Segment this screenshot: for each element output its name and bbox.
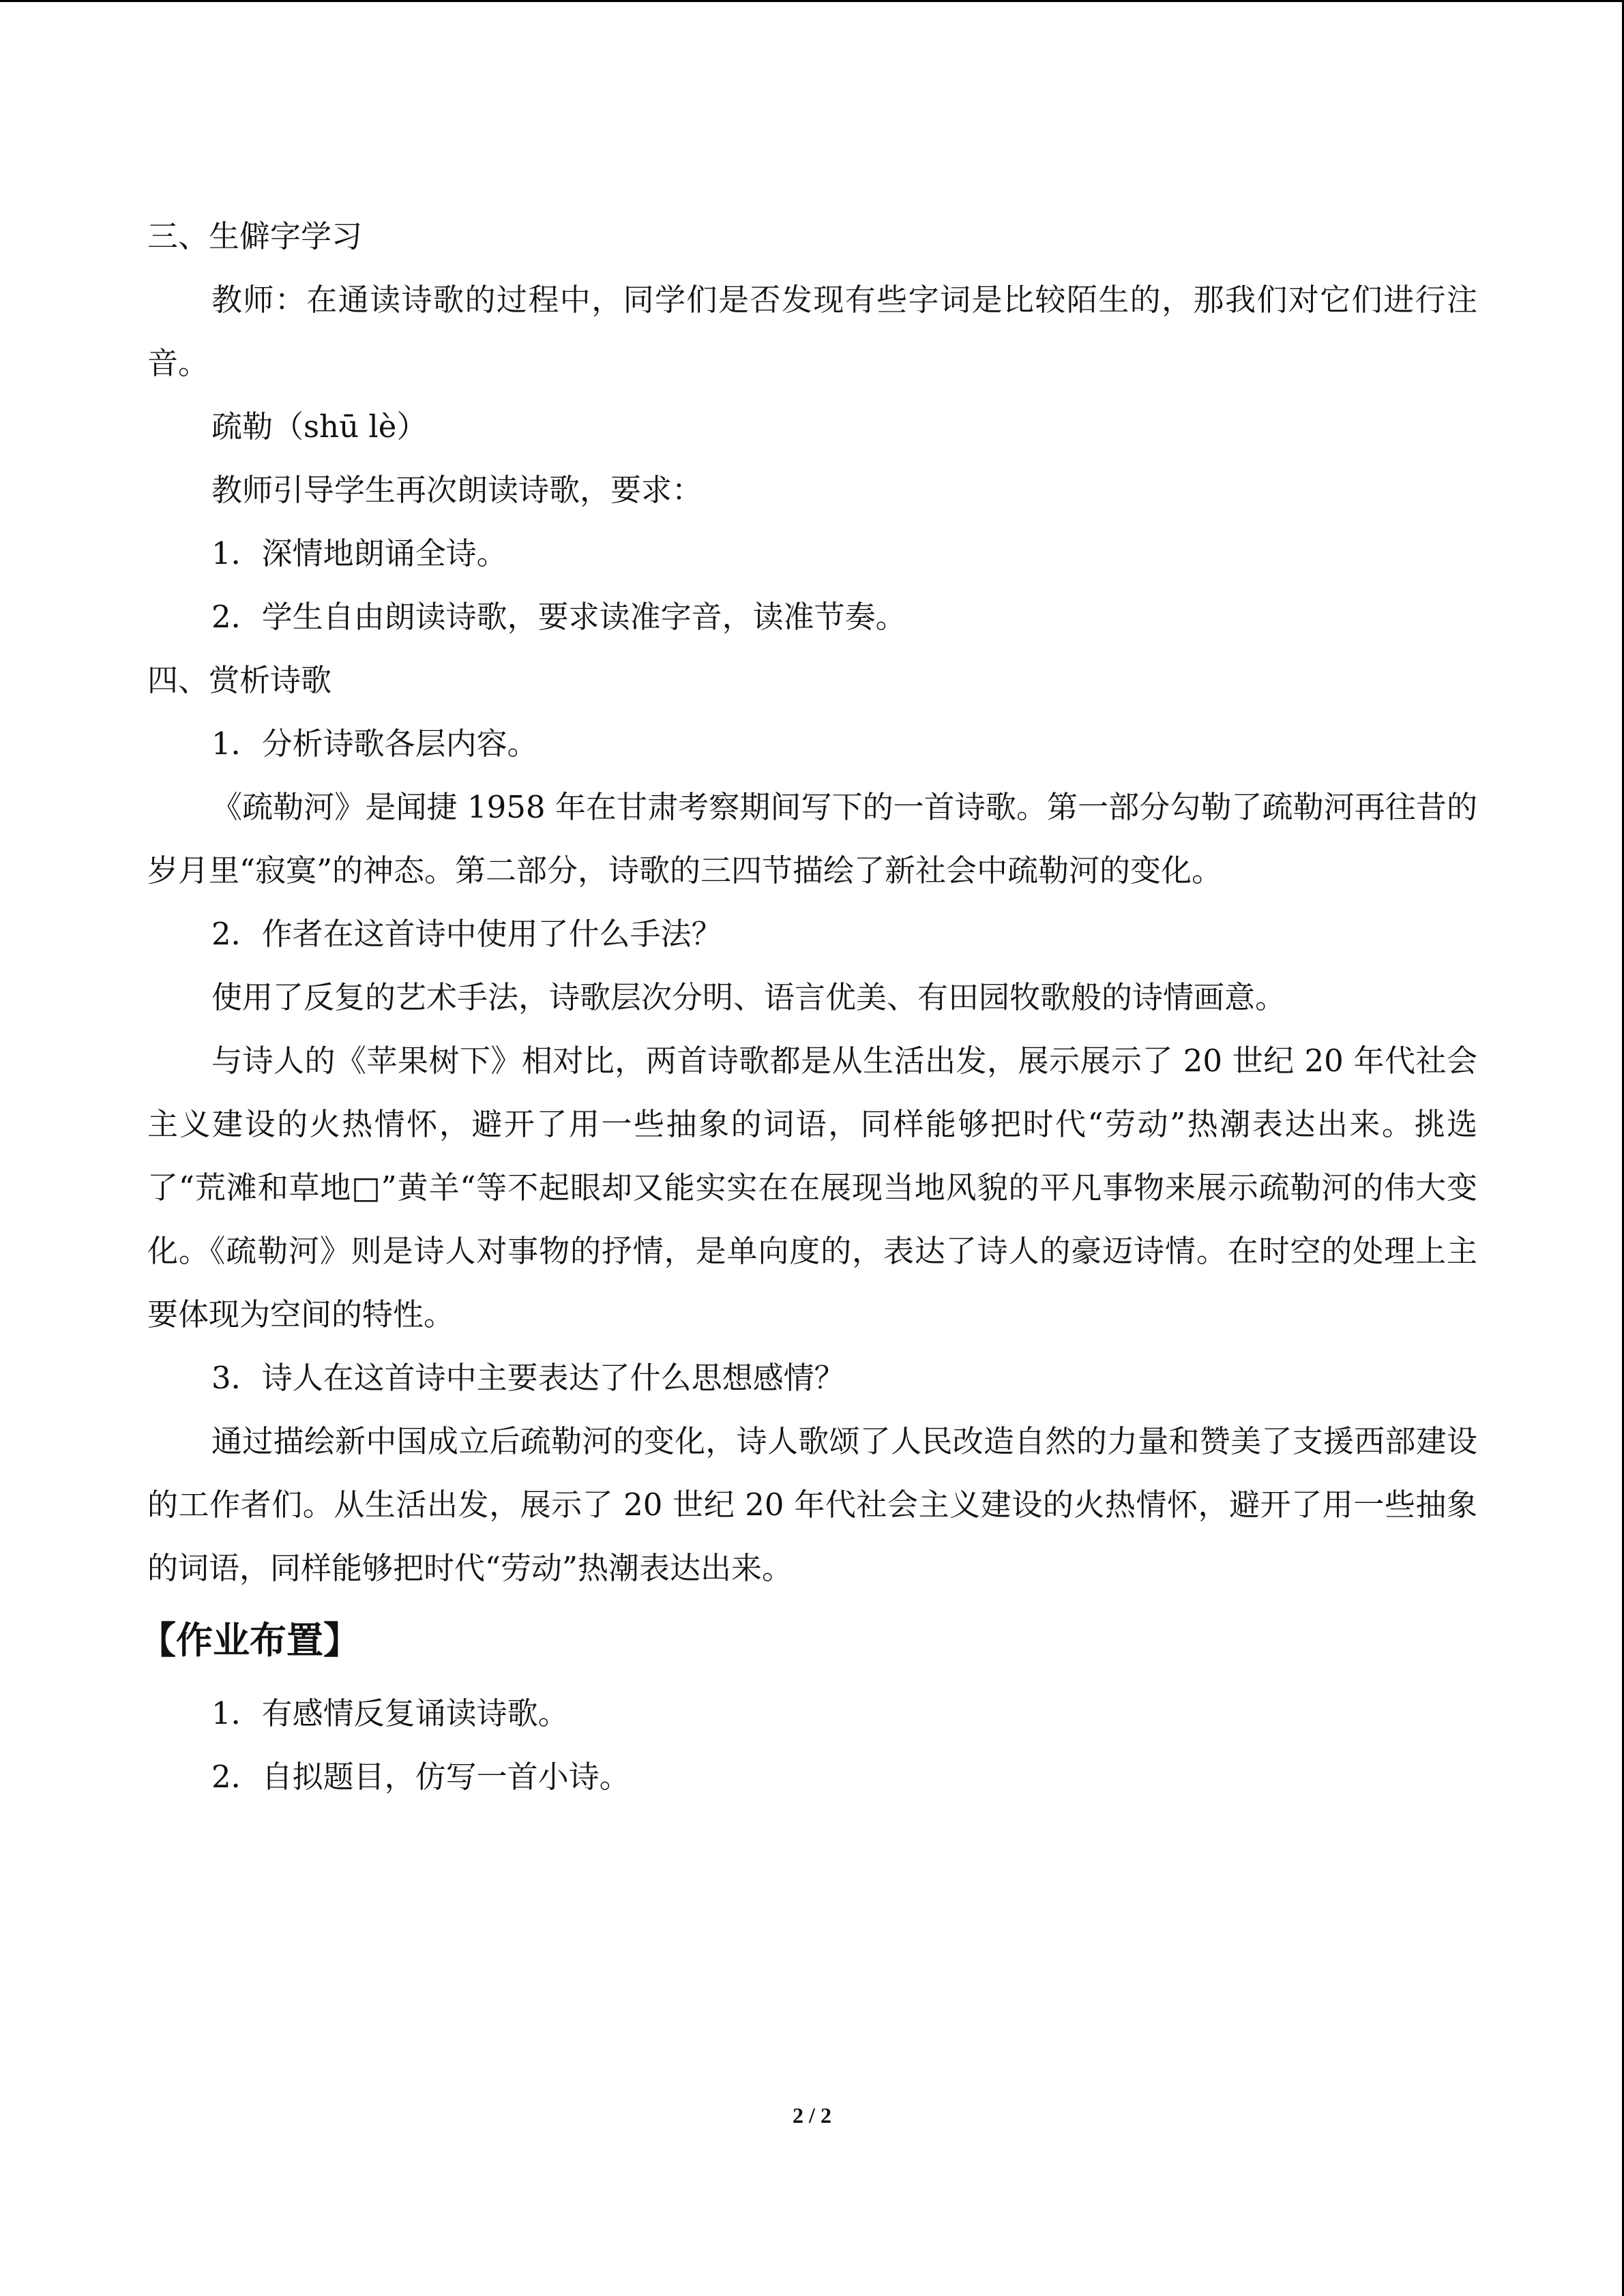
pinyin-note: 疏勒（shū lè） bbox=[211, 408, 428, 445]
paragraph: 与诗人的《苹果树下》相对比，两首诗歌都是从生活出发，展示展示了 20 世纪 20 年代社会主义建设的火热情怀，避开了用一些抽象的词语，同样能够把时代“劳动”热潮表达出来。挑选了“荒滩和草地□”黄羊“等不起眼却又能实实在在展现当地风貌的平凡事物来展示疏勒河的伟大变化。《疏勒河》则是诗人对事物的抒情，是单向度的，表达了诗人的豪迈诗情。在时空的处理上主要体现为空间的特性。 bbox=[147, 1043, 1477, 1332]
list-item: 2．作者在这首诗中使用了什么手法？ bbox=[211, 916, 722, 952]
list-item: 1．有感情反复诵读诗歌。 bbox=[211, 1695, 569, 1731]
list-item: 3．诗人在这首诗中主要表达了什么思想感情？ bbox=[211, 1360, 845, 1396]
page-number: 2 / 2 bbox=[793, 2103, 831, 2128]
list-item: 1．深情地朗诵全诗。 bbox=[211, 535, 507, 571]
list-item: 2．学生自由朗读诗歌，要求读准字音，读准节奏。 bbox=[211, 599, 906, 635]
paragraph: 教师：在通读诗歌的过程中，同学们是否发现有些字词是比较陌生的，那我们对它们进行注音。 bbox=[147, 282, 1477, 381]
page-border-top bbox=[0, 0, 1624, 2]
section-heading-poem-analysis: 四、赏析诗歌 bbox=[147, 662, 332, 698]
section-heading-rare-characters: 三、生僻字学习 bbox=[147, 218, 363, 254]
list-item: 2．自拟题目，仿写一首小诗。 bbox=[211, 1759, 630, 1795]
paragraph: 《疏勒河》是闻捷 1958 年在甘肃考察期间写下的一首诗歌。第一部分勾勒了疏勒河再往昔的岁月里“寂寞”的神态。第二部分，诗歌的三四节描绘了新社会中疏勒河的变化。 bbox=[147, 789, 1477, 889]
paragraph: 使用了反复的艺术手法，诗歌层次分明、语言优美、有田园牧歌般的诗情画意。 bbox=[211, 979, 1286, 1015]
document-body bbox=[139, 205, 1477, 1808]
list-item: 1．分析诗歌各层内容。 bbox=[211, 726, 538, 762]
paragraph: 教师引导学生再次朗读诗歌，要求： bbox=[211, 472, 703, 508]
paragraph: 通过描绘新中国成立后疏勒河的变化，诗人歌颂了人民改造自然的力量和赞美了支援西部建设的工作者们。从生活出发，展示了 20 世纪 20 年代社会主义建设的火热情怀，避开了用一些抽象的词语，同样能够把时代“劳动”热潮表达出来。 bbox=[147, 1423, 1477, 1586]
homework-heading: 【作业布置】 bbox=[139, 1619, 360, 1662]
